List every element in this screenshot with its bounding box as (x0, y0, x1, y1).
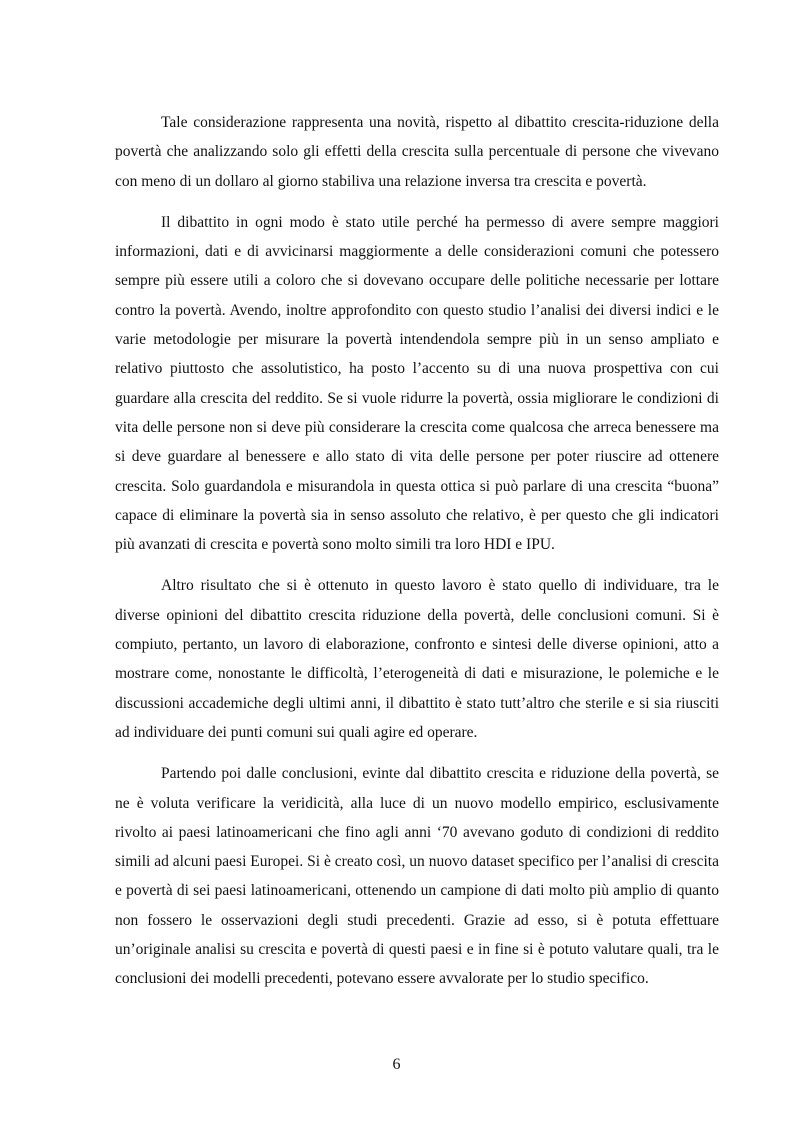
page-number: 6 (392, 1056, 401, 1073)
page-body (115, 108, 719, 1006)
paragraph-4: Partendo poi dalle conclusioni, evinte dal dibattito crescita e riduzione della povertà, se ne è voluta verificare la veridicità, alla luce di un nuovo modello empirico, esclusivamente rivolto ai paesi latinoamericani che fino agli anni ‘70 avevano goduto di condizioni di reddito simili ad alcuni paesi Europei. Si è creato così, un nuovo dataset specifico per l’analisi di crescita e povertà di sei paesi latinoamericani, ottenendo un campione di dati molto più amplio di quanto non fossero le osservazioni degli studi precedenti. Grazie ad esso, si è potuta effettuare un’originale analisi su crescita e povertà di questi paesi e in fine si è potuto valutare quali, tra le conclusioni dei modelli precedenti, potevano essere avvalorate per lo studio specifico. (115, 765, 719, 988)
paragraph-3: Altro risultato che si è ottenuto in questo lavoro è stato quello di individuare, tra le diverse opinioni del dibattito crescita riduzione della povertà, delle conclusioni comuni. Si è compiuto, pertanto, un lavoro di elaborazione, confronto e sintesi delle diverse opinioni, atto a mostrare come, nonostante le difficoltà, l’eterogeneità di dati e misurazione, le polemiche e le discussioni accademiche degli ultimi anni, il dibattito è stato tutt’altro che sterile e si sia riusciti ad individuare dei punti comuni sui quali agire ed operare. (115, 577, 719, 741)
paragraph-2: Il dibattito in ogni modo è stato utile perché ha permesso di avere sempre maggiori informazioni, dati e di avvicinarsi maggiormente a delle considerazioni comuni che potessero sempre più essere utili a coloro che si dovevano occupare delle politiche necessarie per lottare contro la povertà. Avendo, inoltre approfondito con questo studio l’analisi dei diversi indici e le varie metodologie per misurare la povertà intendendola sempre più in un senso ampliato e relativo piuttosto che assolutistico, ha posto l’accento su di una nuova prospettiva con cui guardare alla crescita del reddito. Se si vuole ridurre la povertà, ossia migliorare le condizioni di vita delle persone non si deve più considerare la crescita come qualcosa che arreca benessere ma si deve guardare al benessere e allo stato di vita delle persone per poter riuscire ad ottenere crescita. Solo guardandola e misurandola in questa ottica si può parlare di una crescita “buona” capace di eliminare la povertà sia in senso assoluto che relativo, è per questo che gli indicatori più avanzati di crescita e povertà sono molto simili tra loro HDI e IPU. (115, 213, 719, 554)
paragraph-1: Tale considerazione rappresenta una novità, rispetto al dibattito crescita-riduzione della povertà che analizzando solo gli effetti della crescita sulla percentuale di persone che vivevano con meno di un dollaro al giorno stabiliva una relazione inversa tra crescita e povertà. (115, 114, 719, 190)
